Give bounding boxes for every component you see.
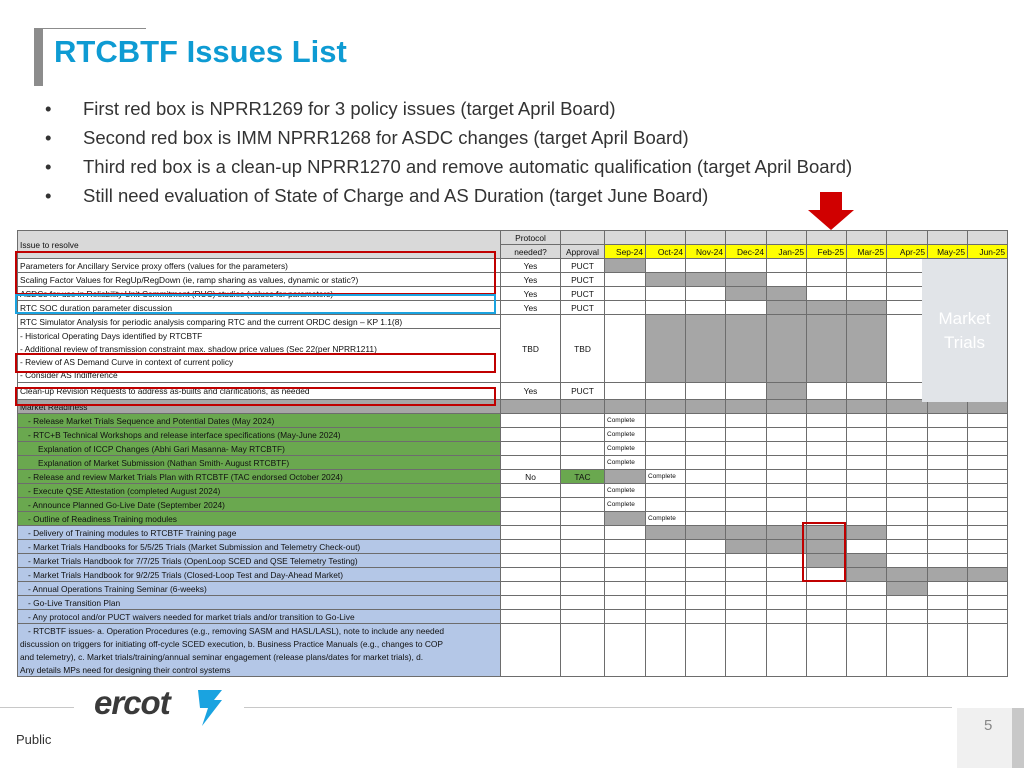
row-label: Clean-up Revision Requests to address as-builts and clarifications, as needed bbox=[18, 383, 501, 400]
header-month: Jun-25 bbox=[968, 245, 1008, 259]
approval-cell: PUCT bbox=[561, 383, 605, 400]
row-label: RTC Simulator Analysis for periodic analysis comparing RTC and the current ORDC design – KP 1.1(8) bbox=[18, 315, 501, 329]
approval-cell: PUCT bbox=[561, 301, 605, 315]
row-label: Any details MPs need for designing their control systems bbox=[18, 663, 501, 677]
approval-cell: TBD bbox=[561, 315, 605, 383]
table-row bbox=[18, 470, 1008, 484]
protocol-cell: Yes bbox=[501, 273, 561, 287]
row-label: - Additional review of transmission constraint max. shadow price values (Sec 22(per NPRR1211) bbox=[18, 342, 501, 355]
header-month: May-25 bbox=[928, 245, 968, 259]
red-box-nprr1269 bbox=[15, 251, 496, 295]
ercot-logo: ercot bbox=[94, 684, 170, 721]
header-protocol: Protocol bbox=[501, 231, 561, 245]
page-title: RTCBTF Issues List bbox=[54, 34, 347, 69]
header-month: Oct-24 bbox=[646, 245, 686, 259]
header-month: Jan-25 bbox=[767, 245, 807, 259]
section-label: Market Readiness bbox=[18, 400, 501, 414]
red-box-nprr1270 bbox=[15, 387, 496, 406]
row-label: - Execute QSE Attestation (completed August 2024) bbox=[18, 484, 501, 498]
header-issue: Issue to resolve bbox=[18, 231, 501, 259]
title-accent-line bbox=[43, 28, 146, 29]
header-month: Sep-24 bbox=[605, 245, 646, 259]
protocol-cell: Yes bbox=[501, 301, 561, 315]
row-label: - Historical Operating Days identified by RTCBTF bbox=[18, 329, 501, 343]
protocol-cell: Yes bbox=[501, 287, 561, 301]
row-label: - Review of AS Demand Curve in context of current policy bbox=[18, 355, 501, 368]
table-row bbox=[18, 526, 1008, 540]
table-row bbox=[18, 596, 1008, 610]
header-month: Nov-24 bbox=[686, 245, 726, 259]
row-label: - Consider AS Indifference bbox=[18, 368, 501, 383]
approval-cell: PUCT bbox=[561, 273, 605, 287]
row-label: - Outline of Readiness Training modules bbox=[18, 512, 501, 526]
table-row bbox=[18, 610, 1008, 624]
row-label: - Release Market Trials Sequence and Potential Dates (May 2024) bbox=[18, 414, 501, 428]
complete-label: Complete bbox=[605, 456, 646, 470]
row-label: Scaling Factor Values for RegUp/RegDown (ie, ramp sharing as values, dynamic or static?) bbox=[18, 273, 501, 287]
row-label: Explanation of ICCP Changes (Abhi Gari Masanna- May RTCBTF) bbox=[18, 442, 501, 456]
bullet-item: • Still need evaluation of State of Charge and AS Duration (target June Board) bbox=[40, 181, 852, 210]
table-row bbox=[18, 568, 1008, 582]
blue-box-soc bbox=[15, 294, 496, 314]
header-month: Feb-25 bbox=[807, 245, 847, 259]
ercot-logo-mark-icon bbox=[192, 686, 226, 730]
table-row bbox=[18, 315, 1008, 329]
row-label: ASDCs for use in Reliability Unit Commitment (RUC) studies (values for parameters) bbox=[18, 287, 501, 301]
row-label: Parameters for Ancillary Service proxy offers (values for the parameters) bbox=[18, 259, 501, 273]
down-arrow-icon bbox=[808, 192, 854, 230]
row-label: - Annual Operations Training Seminar (6-weeks) bbox=[18, 582, 501, 596]
table-row bbox=[18, 554, 1008, 568]
row-label: - Release and review Market Trials Plan with RTCBTF (TAC endorsed October 2024) bbox=[18, 470, 501, 484]
bullet-item: • Third red box is a clean-up NPRR1270 and remove automatic qualification (target April Board) bbox=[40, 152, 852, 181]
row-label: Explanation of Market Submission (Nathan Smith- August RTCBTF) bbox=[18, 456, 501, 470]
row-label: - Market Trials Handbooks for 5/5/25 Trials (Market Submission and Telemetry Check-out) bbox=[18, 540, 501, 554]
approval-cell: PUCT bbox=[561, 287, 605, 301]
row-label: - Any protocol and/or PUCT waivers needed for market trials and/or transition to Go-Live bbox=[18, 610, 501, 624]
market-trials-label: Market bbox=[938, 309, 991, 328]
row-label: - RTCBTF issues- a. Operation Procedures (e.g., removing SASM and HASL/LASL), note to include any needed bbox=[18, 624, 501, 638]
page-number: 5 bbox=[984, 717, 993, 734]
protocol-cell: No bbox=[501, 470, 561, 484]
bullet-item: • First red box is NPRR1269 for 3 policy issues (target April Board) bbox=[40, 94, 852, 123]
approval-cell: TAC bbox=[561, 470, 605, 484]
row-label: RTC SOC duration parameter discussion bbox=[18, 301, 501, 315]
complete-label: Complete bbox=[605, 428, 646, 442]
complete-label: Complete bbox=[605, 498, 646, 512]
header-month: Apr-25 bbox=[887, 245, 928, 259]
market-trials-label: Trials bbox=[944, 333, 985, 352]
table-row bbox=[18, 428, 1008, 442]
row-label: - Market Trials Handbook for 9/2/25 Trials (Closed-Loop Test and Day-Ahead Market) bbox=[18, 568, 501, 582]
complete-label: Complete bbox=[646, 470, 686, 484]
table-row bbox=[18, 498, 1008, 512]
table-row bbox=[18, 540, 1008, 554]
row-label: - RTC+B Technical Workshops and release interface specifications (May-June 2024) bbox=[18, 428, 501, 442]
row-label: - Market Trials Handbook for 7/7/25 Trials (OpenLoop SCED and QSE Telemetry Testing) bbox=[18, 554, 501, 568]
header-approval: Approval bbox=[561, 245, 605, 259]
table-row bbox=[18, 414, 1008, 428]
footer-line bbox=[244, 707, 952, 708]
complete-label: Complete bbox=[605, 442, 646, 456]
table-row bbox=[18, 512, 1008, 526]
protocol-cell: Yes bbox=[501, 383, 561, 400]
row-label: - Announce Planned Go-Live Date (September 2024) bbox=[18, 498, 501, 512]
page-number-bar bbox=[1012, 708, 1024, 768]
row-label: - Delivery of Training modules to RTCBTF Training page bbox=[18, 526, 501, 540]
header-needed: needed? bbox=[501, 245, 561, 259]
table-row bbox=[18, 442, 1008, 456]
market-trials-overlay bbox=[922, 259, 1007, 402]
row-label: and telemetry), c. Market trials/training/annual seminar engagement (release plans/dates for market trials), d. bbox=[18, 650, 501, 663]
classification-label: Public bbox=[16, 732, 52, 747]
complete-label: Complete bbox=[646, 512, 686, 526]
table-row bbox=[18, 582, 1008, 596]
protocol-cell: TBD bbox=[501, 315, 561, 383]
protocol-cell: Yes bbox=[501, 259, 561, 273]
table-header-row bbox=[18, 231, 1008, 245]
table-row bbox=[18, 456, 1008, 470]
footer-line bbox=[0, 707, 74, 708]
row-label: - Go-Live Transition Plan bbox=[18, 596, 501, 610]
bullet-item: • Second red box is IMM NPRR1268 for ASDC changes (target April Board) bbox=[40, 123, 852, 152]
approval-cell: PUCT bbox=[561, 259, 605, 273]
header-month: Mar-25 bbox=[847, 245, 887, 259]
table-row bbox=[18, 484, 1008, 498]
red-box-nprr1268 bbox=[15, 353, 496, 373]
bullet-list bbox=[40, 94, 852, 210]
complete-label: Complete bbox=[605, 484, 646, 498]
red-box-feb25 bbox=[802, 522, 846, 582]
table-row bbox=[18, 624, 1008, 638]
header-month: Dec-24 bbox=[726, 245, 767, 259]
row-label: discussion on triggers for initiating off-cycle SCED execution, b. Business Practice Manuals (e.g., changes to COP bbox=[18, 637, 501, 650]
complete-label: Complete bbox=[605, 414, 646, 428]
title-accent-bar bbox=[34, 28, 43, 86]
